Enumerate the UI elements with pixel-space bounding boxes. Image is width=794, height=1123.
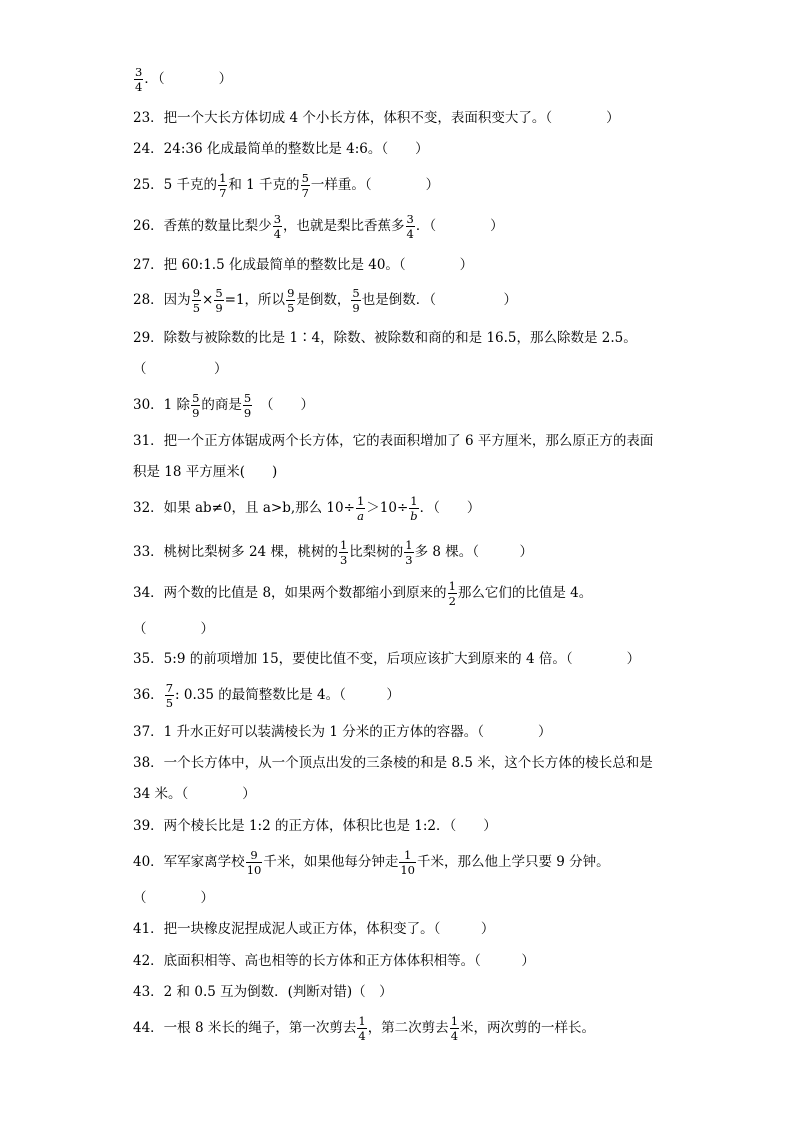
question-29-answer: （ ） [133,361,228,377]
question-27: 27．把 60:1.5 化成最简单的整数比是 40。（ ） [133,257,474,273]
question-38-cont: 34 米。（ ） [133,786,256,802]
question-42: 42．底面积相等、高也相等的长方体和正方体体积相等。（ ） [133,953,535,969]
question-25: 25．5 千克的 $\frac{1}{7}$ 和 1 千克的 $\frac{5}{7}$ 一样重。（ ） [133,171,440,200]
question-40: 40．军军家离学校 $\frac{9}{10}$ 千米，如果他每分钟走 $\frac{1}{10}$ 千米，那么他上学只要 9 分钟。 [133,848,610,877]
fraction: $\frac{1}{b}$ [410,494,418,523]
question-31: 31．把一个正方体锯成两个长方体，它的表面积增加了 6 平方厘米，那么原正方的表面 [133,433,654,449]
fraction: $\frac{3}{4}$ [273,212,282,241]
fraction: $\frac{1}{7}$ [219,171,227,200]
question-32: 32．如果 ab≠0，且 a>b,那么 10÷ $\frac{1}{a}$ ＞10÷ $\frac{1}{b}$ ．（ ） [133,494,481,523]
fraction: $\frac{1}{3}$ [339,538,348,567]
question-38: 38．一个长方体中，从一个顶点出发的三条棱的和是 8.5 米，这个长方体的棱长总和是 [133,755,653,771]
question-28: 28．因为 $\frac{9}{5}$ × $\frac{5}{9}$ =1，所以 $\frac{9}{5}$ 是倒数， $\frac{5}{9}$ 也是倒数．（ ） [133,286,517,315]
fraction: $\frac{1}{3}$ [405,538,413,567]
question-31-cont: 积是 18 平方厘米( ) [133,464,278,480]
fraction: $\frac{5}{9}$ [243,391,252,420]
question-37: 37．1 升水正好可以装满棱长为 1 分米的正方体的容器。（ ） [133,724,552,740]
fraction: $\frac{1}{10}$ [400,848,415,877]
question-40-answer: （ ） [133,890,214,906]
fraction: $\frac{5}{7}$ [301,171,309,200]
question-44: 44．一根 8 米长的绳子，第一次剪去 $\frac{1}{4}$ ，第二次剪去 $\frac{1}{4}$ 米，两次剪的一样长。 [133,1014,596,1043]
fraction: $\frac{1}{4}$ [450,1014,459,1043]
fraction: $\frac{5}{9}$ [352,286,360,315]
question-41: 41．把一块橡皮泥捏成泥人或正方体，体积变了。（ ） [133,921,495,937]
fraction: $\frac{1}{4}$ [358,1014,366,1043]
question-29: 29．除数与被除数的比是 1∶4，除数、被除数和商的和是 16.5，那么除数是 2.5。 [133,330,637,346]
fraction: $\frac{5}{9}$ [215,286,223,315]
fraction: $\frac{1}{2}$ [448,579,456,608]
question-26: 26．香蕉的数量比梨少 $\frac{3}{4}$ ，也就是梨比香蕉多 $\frac{3}{4}$ ．（ ） [133,212,504,241]
fraction: $\frac{9}{10}$ [246,848,262,877]
fraction: $\frac{9}{5}$ [287,286,295,315]
question-35: 35．5:9 的前项增加 15，要使比值不变，后项应该扩大到原来的 4 倍。（ ） [133,651,641,667]
fraction: $\frac{3}{4}$ [406,212,414,241]
question-34-answer: （ ） [133,621,214,637]
question-43: 43．2 和 0.5 互为倒数．(判断对错)（ ） [133,984,393,1000]
fraction: $\frac{3}{4}$ [135,65,143,94]
question-33: 33．桃树比梨树多 24 棵，桃树的 $\frac{1}{3}$ 比梨树的 $\frac{1}{3}$ 多 8 棵。（ ） [133,538,534,567]
question-22-tail: $\frac{3}{4}$ ．（ ） [135,65,233,94]
question-36: 36． $\frac{7}{5}$ : 0.35 的最简整数比是 4。（ ） [133,681,400,710]
question-30: 30．1 除 $\frac{5}{9}$ 的商是 $\frac{5}{9}$ （ ） [133,391,314,420]
fraction: $\frac{7}{5}$ [165,681,174,710]
question-39: 39．两个棱长比是 1:2 的正方体，体积比也是 1:2．（ ） [133,818,497,834]
fraction: $\frac{5}{9}$ [192,391,200,420]
question-23: 23．把一个大长方体切成 4 个小长方体，体积不变，表面积变大了。（ ） [133,110,620,126]
question-34: 34．两个数的比值是 8，如果两个数都缩小到原来的 $\frac{1}{2}$ 那么它们的比值是 4。 [133,579,593,608]
fraction: $\frac{9}{5}$ [192,286,201,315]
fraction: $\frac{1}{a}$ [356,494,365,523]
question-24: 24．24:36 化成最简单的整数比是 4:6。（ ） [133,141,429,157]
